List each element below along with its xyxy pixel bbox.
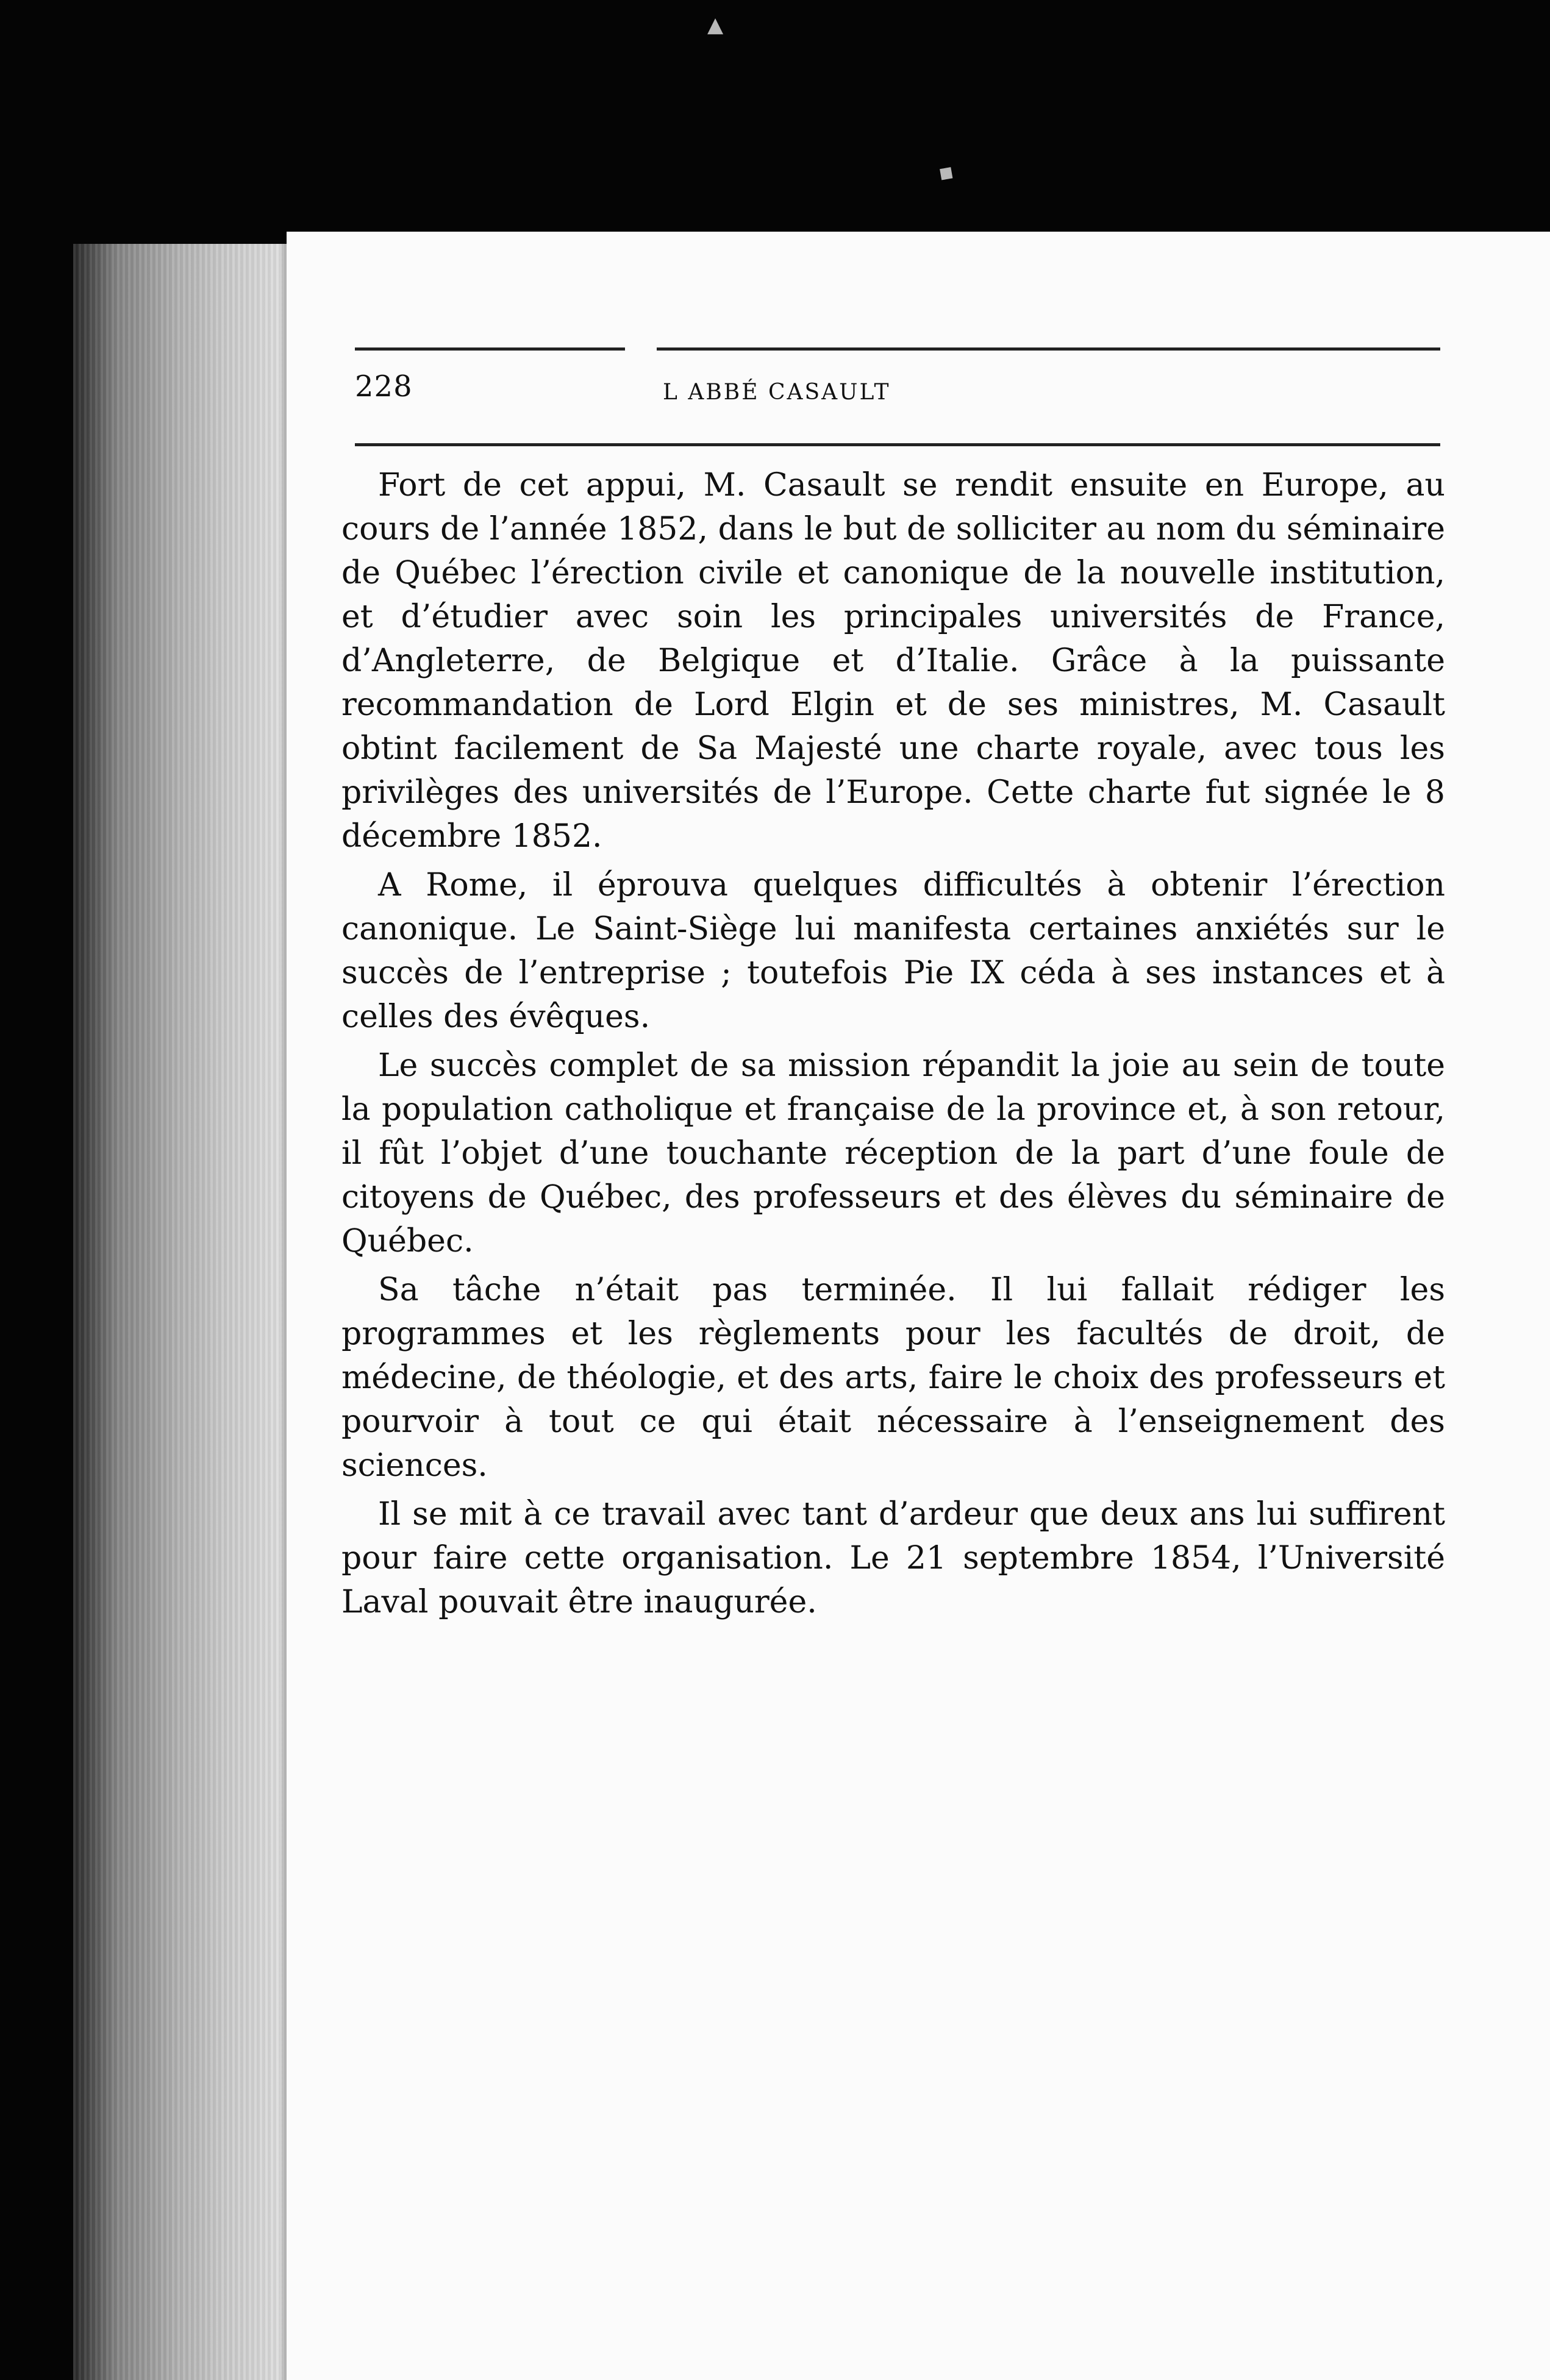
page-header [355, 369, 1440, 433]
paragraph: Le succès complet de sa mission répandit la joie au sein de toute la population catholique et française de la province et, à son retour, il fût l’objet d’une touchante réception de la part d’une foule de citoyens de Québec, des professeurs et des élèves du séminaire de Québec. [341, 1047, 1445, 1259]
paragraph: Sa tâche n’était pas terminée. Il lui fallait rédiger les programmes et les règlements pour les facultés de droit, de médecine, de théologie, et des arts, faire le choix des professeurs et pourvoir à tout ce qui était nécessaire à l’enseignement des sciences. [341, 1272, 1445, 1484]
running-head: L ABBÉ CASAULT [663, 380, 891, 405]
page-content [341, 463, 1445, 2243]
page-edge [73, 244, 293, 2380]
header-rule-bottom [355, 443, 1440, 446]
scan-speck: ◆ [933, 158, 961, 187]
scan-speck: ▲ [707, 13, 724, 37]
header-rule-gap [625, 346, 657, 352]
paragraph: A Rome, il éprouva quelques difficultés à obtenir l’érection canonique. Le Saint-Siège lui manifesta certaines anxiétés sur le succès de l’entreprise ; toutefois Pie IX céda à ses instances et à celles des évêques. [341, 867, 1445, 1035]
page-number: 228 [355, 369, 413, 404]
paragraph: Il se mit à ce travail avec tant d’ardeur que deux ans lui suffirent pour faire cette organisation. Le 21 septembre 1854, l’Université Laval pouvait être inaugurée. [341, 1496, 1445, 1620]
paragraph: Fort de cet appui, M. Casault se rendit ensuite en Europe, au cours de l’année 1852, dans le but de solliciter au nom du séminaire de Québec l’érection civile et canonique de la nouvelle institution, et d’étudier avec soin les principales universités de France, d’Angleterre, de Belgique et d’Italie. Grâce à la puissante recommandation de Lord Elgin et de ses ministres, M. Casault obtint facilement de Sa Majesté une charte royale, avec tous les privilèges des universités de l’Europe. Cette charte fut signée le 8 décembre 1852. [341, 467, 1445, 855]
header-rule-top [355, 347, 1440, 351]
